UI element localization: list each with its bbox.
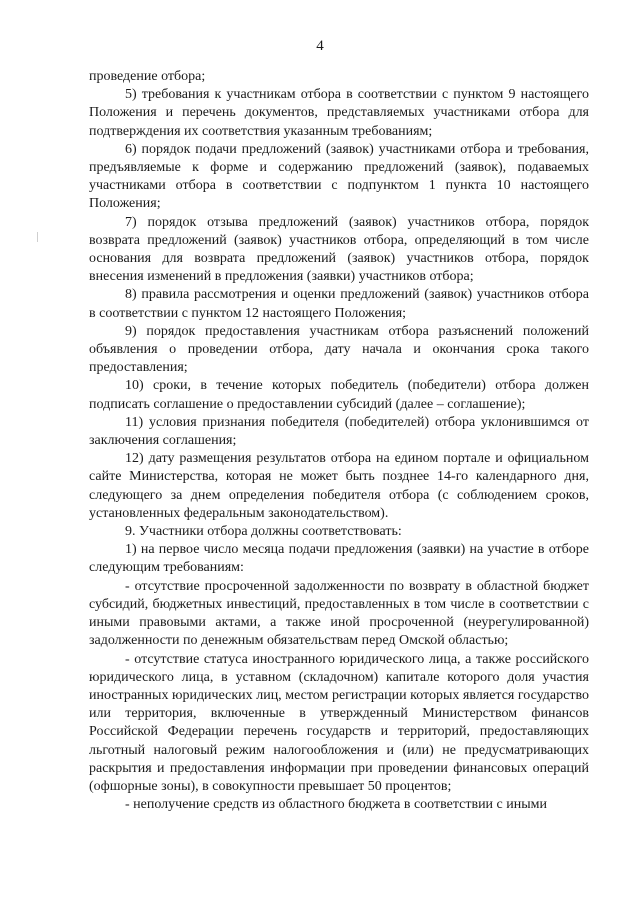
- paragraph: 8) правила рассмотрения и оценки предложений (заявок) участников отбора в соответствии с пунктом 12 настоящего Положения;: [89, 287, 589, 321]
- paragraph: - отсутствие просроченной задолженности по возврату в областной бюджет субсидий, бюджетных инвестиций, предоставленных в том числе в соответствии с иными правовыми актами, а также иной просроченной (неурегулированной) задолженности по денежным обязательствам перед Омской областью;: [89, 578, 589, 649]
- paragraph: 7) порядок отзыва предложений (заявок) участников отбора, порядок возврата предложений (заявок) участников отбора, определяющий в том числе основания для возврата предложений (заявок) участников отбора, порядок внесения изменений в предложения (заявки) участников отбора;: [89, 214, 589, 285]
- paragraph: проведение отбора;: [89, 69, 206, 84]
- document-body: [89, 68, 589, 814]
- paragraph: 9. Участники отбора должны соответствовать:: [125, 524, 402, 540]
- paragraph: 12) дату размещения результатов отбора на едином портале и официальном сайте Министерства, которая не может быть позднее 14-го календарного дня, следующего за днем определения победителя отбора (с соблюдением сроков, установленных федеральным законодательством).: [89, 451, 589, 521]
- page-number: 4: [316, 38, 324, 54]
- paragraph: 11) условия признания победителя (победителей) отбора уклонившимся от заключения соглашения;: [89, 414, 589, 449]
- margin-mark: [37, 232, 38, 242]
- paragraph: - неполучение средств из областного бюджета в соответствии с иными: [125, 797, 548, 813]
- paragraph: 9) порядок предоставления участникам отбора разъяснений положений объявления о проведении отбора, дату начала и окончания срока такого предоставления;: [89, 323, 589, 376]
- paragraph: 10) сроки, в течение которых победитель (победители) отбора должен подписать соглашение о предоставлении субсидий (далее – соглашение);: [89, 378, 589, 412]
- paragraph: 5) требования к участникам отбора в соответствии с пунктом 9 настоящего Положения и перечень документов, представляемых участниками отбора для подтверждения их соответствия указанным требованиям;: [89, 87, 589, 139]
- paragraph: 1) на первое число месяца подачи предложения (заявки) на участие в отборе следующим требованиям:: [89, 542, 589, 576]
- paragraph: - отсутствие статуса иностранного юридического лица, а также российского юридического лица, в уставном (складочном) капитале которого доля участия иностранных юридических лиц, местом регистрации которых является государство или территория, включенные в утвержденный Министерством финансов Российской Федерации перечень государств и территорий, предоставляющих льготный налоговый режим налогообложения и (или) не предусматривающих раскрытия и предоставления информации при проведении финансовых операций (офшорные зоны), в совокупности превышает 50 процентов;: [89, 651, 589, 794]
- paragraph: 6) порядок подачи предложений (заявок) участниками отбора и требования, предъявляемые к форме и содержанию предложений (заявок), подаваемых участниками отбора в соответствии с подпунктом 1 пункта 10 настоящего Положения;: [89, 141, 589, 212]
